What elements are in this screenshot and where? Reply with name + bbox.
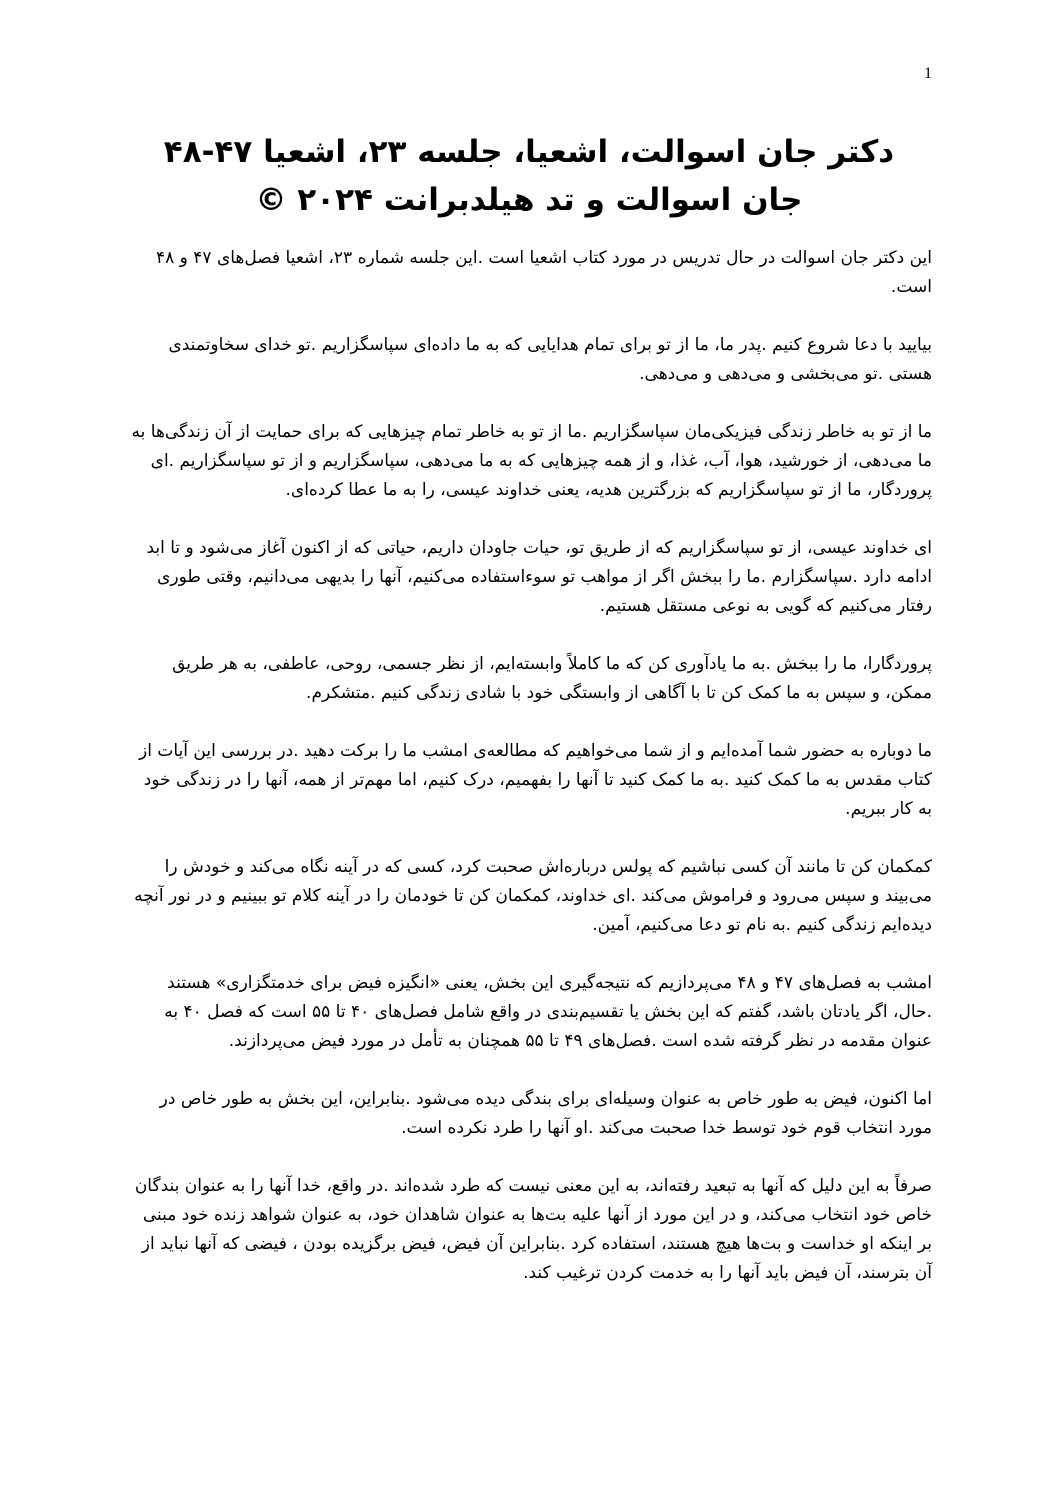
paragraph-5: پروردگارا، ما را ببخش .به ما یادآوری کن که ما کاملاً وابسته‌ایم، از نظر جسمی، روحی، عاطفی، به هر طریق ممکن، و سپس به ما کمک کن تا با آگاهی از وابستگی خود با شادی زندگی کنیم .متشکرم. — [172, 654, 932, 703]
paragraph-7: کمکمان کن تا مانند آن کسی نباشیم که پولس درباره‌اش صحبت کرد، کسی که در آینه نگاه می‌کند و خودش را می‌بیند و سپس می‌رود و فراموش می‌کند .ای خداوند، کمکمان کن تا خودمان را در آینه کلام تو ببینیم و در نور آنچه دیده‌ایم زندگی کنیم .به نام تو دعا می‌کنیم، آمین. — [134, 857, 932, 935]
document-body — [126, 244, 932, 1317]
paragraph-9: اما اکنون، فیض به طور خاص به عنوان وسیله‌ای برای بندگی دیده می‌شود .بنابراین، این بخش به طور خاص در مورد انتخاب قوم خود توسط خدا صحبت می‌کند .او آنها را طرد نکرده است. — [159, 1089, 932, 1138]
paragraph-1: این دکتر جان اسوالت در حال تدریس در مورد کتاب اشعیا است .این جلسه شماره ۲۳، اشعیا فصل‌های ۴۷ و ۴۸ است. — [155, 248, 932, 297]
title-line-2: جان اسوالت و تد هیلدبرانت ۲۰۲۴ © — [255, 182, 803, 218]
paragraph-6: ما دوباره به حضور شما آمده‌ایم و از شما می‌خواهیم که مطالعه‌ی امشب ما را برکت دهید .در بررسی این آیات از کتاب مقدس به ما کمک کنید .به ما کمک کنید تا آنها را بفهمیم، درک کنیم، اما مهم‌تر از همه، آنها را در زندگی خود به کار ببریم. — [139, 741, 932, 819]
paragraph-3: ما از تو به خاطر زندگی فیزیکی‌مان سپاسگزاریم .ما از تو به خاطر تمام چیزهایی که برای حمایت از آن زندگی‌ها به ما می‌دهی، از خورشید، هوا، آب، غذا، و از همه چیزهایی که به ما می‌دهی، سپاسگزاریم و از تو سپاسگزاریم .ای پروردگار، ما از تو سپاسگزاریم که بزرگترین هدیه، یعنی خداوند عیسی، را به ما عطا کرده‌ای. — [131, 422, 932, 500]
page-number: 1 — [924, 65, 932, 82]
paragraph-4: ای خداوند عیسی، از تو سپاسگزاریم که از طریق تو، حیات جاودان داریم، حیاتی که از اکنون آغاز می‌شود و تا ابد ادامه دارد .سپاسگزارم .ما را ببخش اگر از مواهب تو سوءاستفاده می‌کنیم، آنها را بدیهی می‌دانیم، وقتی طوری رفتار می‌کنیم که گویی به نوعی مستقل هستیم. — [146, 538, 932, 616]
title-line-1: دکتر جان اسوالت، اشعیا، جلسه ۲۳، اشعیا ۴۷-۴۸ — [163, 134, 895, 170]
document-title — [120, 128, 938, 224]
paragraph-2: بیایید با دعا شروع کنیم .پدر ما، ما از تو برای تمام هدایایی که به ما داده‌ای سپاسگزاریم .تو خدای سخاوتمندی هستی .تو می‌بخشی و می‌دهی و می‌دهی. — [168, 335, 932, 384]
paragraph-10: صرفاً به این دلیل که آنها به تبعید رفته‌اند، به این معنی نیست که طرد شده‌اند .در واقع، خدا آنها را به عنوان بندگان خاص خود انتخاب می‌کند، و در این مورد از آنها علیه بت‌ها به عنوان شاهدان خود، به عنوان شواهد زنده خود مبنی بر اینکه او خداست و بت‌ها هیچ هستند، استفاده کرد .بنابراین آن فیض، فیض برگزیده بودن ، فیضی که آنها نباید از آن بترسند، آن فیض باید آنها را به خدمت کردن ترغیب کند. — [134, 1176, 932, 1283]
paragraph-8: امشب به فصل‌های ۴۷ و ۴۸ می‌پردازیم که نتیجه‌گیری این بخش، یعنی «انگیزه فیض برای خدمتگزاری» هستند .حال، اگر یادتان باشد، گفتم که این بخش یا تقسیم‌بندی در واقع شامل فصل‌های ۴۰ تا ۵۵ است که فصل ۴۰ به عنوان مقدمه در نظر گرفته شده است .فصل‌های ۴۹ تا ۵۵ همچنان به تأمل در مورد فیض می‌پردازند. — [164, 973, 932, 1051]
